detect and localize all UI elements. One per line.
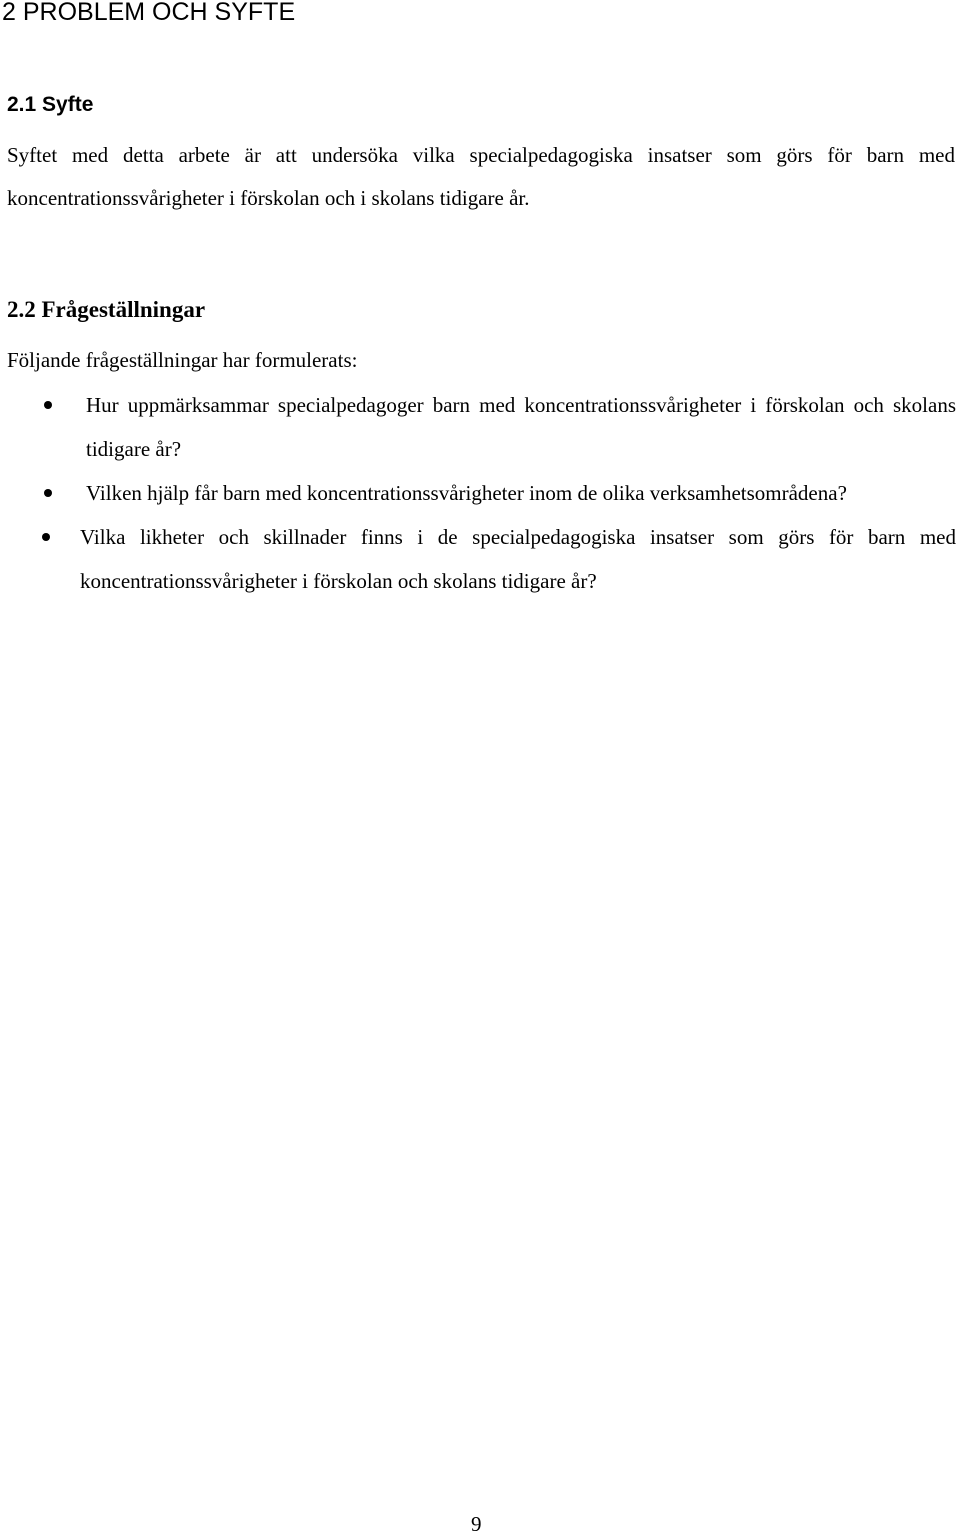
question-text: Vilka likheter och skillnader finns i de specialpedagogiska insatser som görs för barn med koncentrationssvårigheter i förskolan och skolans tidigare år? <box>80 525 956 593</box>
questions-lead-text: Följande frågeställningar har formulerats: <box>7 348 358 372</box>
page-number: 9 <box>471 1512 482 1536</box>
bullet-icon <box>44 489 52 497</box>
purpose-paragraph: Syftet med detta arbete är att undersöka vilka specialpedagogiska insatser som görs för barn med koncentrationssvårigheter i förskolan och i skolans tidigare år. <box>7 143 955 210</box>
list-item <box>86 471 956 515</box>
question-text: Vilken hjälp får barn med koncentrationssvårigheter inom de olika verksamhetsområdena? <box>86 481 847 505</box>
list-item <box>80 515 956 603</box>
list-item <box>86 383 956 471</box>
bullet-icon <box>42 533 50 541</box>
section-heading-fragestallningar: 2.2 Frågeställningar <box>7 297 206 322</box>
bullet-icon <box>44 401 52 409</box>
question-text: Hur uppmärksammar specialpedagoger barn med koncentrationssvårigheter i förskolan och skolans tidigare år? <box>86 393 956 461</box>
research-questions-list <box>0 383 960 603</box>
chapter-heading: 2 PROBLEM OCH SYFTE <box>2 0 296 26</box>
section-heading-syfte: 2.1 Syfte <box>7 93 94 116</box>
